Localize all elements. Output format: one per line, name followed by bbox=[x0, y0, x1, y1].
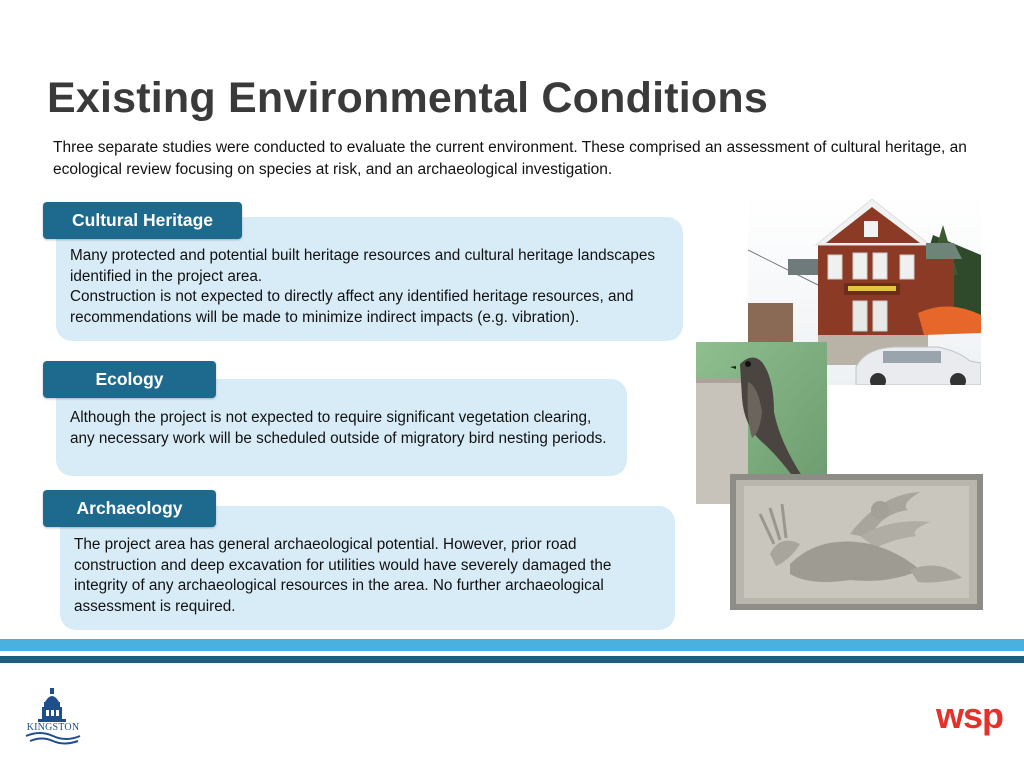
ecology-tab: Ecology bbox=[43, 361, 216, 398]
footer-bar-dark bbox=[0, 656, 1024, 663]
slide-title: Existing Environmental Conditions bbox=[47, 74, 768, 122]
wsp-logo: wsp bbox=[936, 695, 1004, 736]
kingston-logo-text: KINGSTON bbox=[26, 722, 80, 733]
stone-relief-photo bbox=[730, 474, 983, 610]
archaeology-text: The project area has general archaeological potential. However, prior road construction and deep excavation for utilities would have severely damaged the integrity of any archaeological resources in the area. No further archaeological assessment is required. bbox=[74, 536, 612, 615]
cultural-heritage-text-2: Construction is not expected to directly affect any identified heritage resources, and recommendations will be made to minimize indirect impacts (e.g. vibration). bbox=[70, 288, 634, 326]
cultural-heritage-text-1: Many protected and potential built heritage resources and cultural heritage landscapes identified in the project area. bbox=[70, 247, 656, 285]
cultural-heritage-tab: Cultural Heritage bbox=[43, 202, 242, 239]
intro-paragraph: Three separate studies were conducted to evaluate the current environment. These comprised an assessment of cultural heritage, an ecological review focusing on species at risk, and an archaeological investigation. bbox=[53, 139, 967, 178]
archaeology-tab: Archaeology bbox=[43, 490, 216, 527]
footer-bar-light bbox=[0, 639, 1024, 651]
kingston-logo bbox=[20, 686, 86, 748]
ecology-text: Although the project is not expected to require significant vegetation clearing, any necessary work will be scheduled outside of migratory bird nesting periods. bbox=[70, 409, 607, 447]
